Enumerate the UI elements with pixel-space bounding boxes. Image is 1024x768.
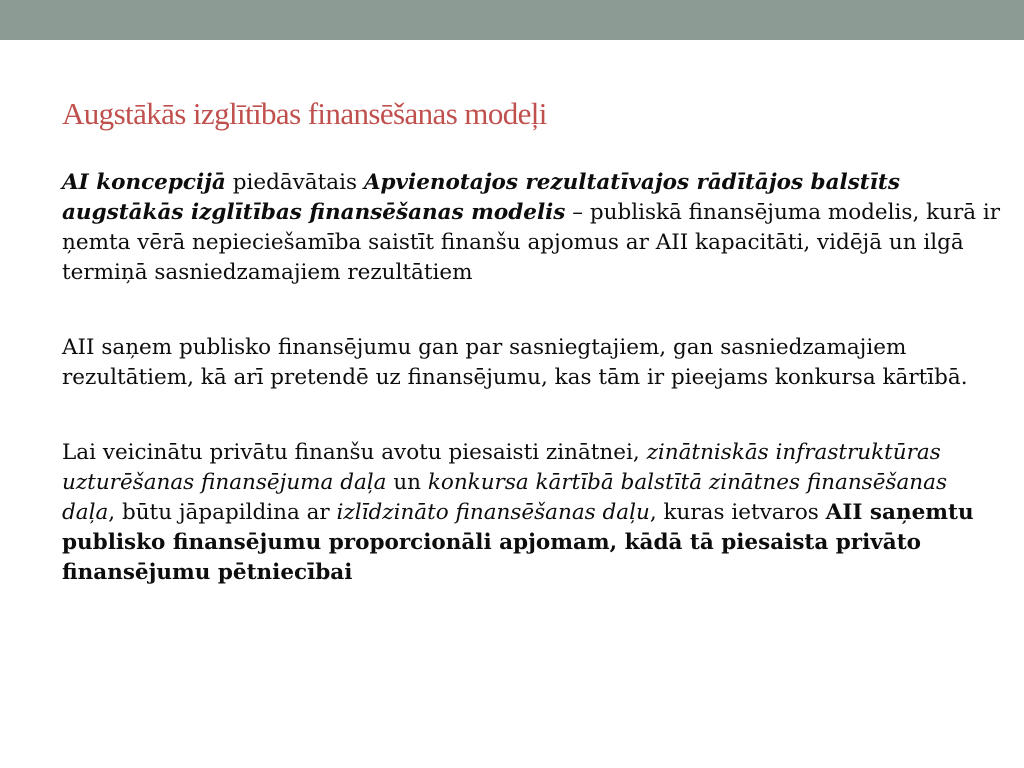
slide-body <box>62 168 1004 588</box>
paragraph-3-part-7: , kuras ietvaros <box>649 500 826 525</box>
paragraph-public-funding <box>62 333 1004 393</box>
paragraph-2-text: AII saņem publisko finansējumu gan par sasniegtajiem, gan sasniedzamajiem rezultātiem, kā arī pretendē uz finansējumu, kas tām ir pieejams konkursa kārtībā. <box>62 335 968 390</box>
paragraph-ai-concept <box>62 168 1004 288</box>
paragraph-private-funding <box>62 438 1004 588</box>
paragraph-3-part-4: konkursa kārtībā balstītā zinātnes finansēšanas daļa <box>62 470 947 525</box>
slide-header-band <box>0 0 1024 40</box>
paragraph-3-part-2: zinātniskās infrastruktūras uzturēšanas finansējuma daļa <box>62 440 941 495</box>
slide-title: Augstākās izglītības finansēšanas modeļi <box>62 96 547 131</box>
paragraph-1-part-2: piedāvātais <box>225 170 364 195</box>
paragraph-3-part-1: Lai veicinātu privātu finanšu avotu piesaisti zinātnei, <box>62 440 647 465</box>
paragraph-1-part-4: – publiskā finansējuma modelis, kurā ir ņemta vērā nepieciešamība saistīt finanšu apjomus ar AII kapacitāti, vidējā un ilgā termiņā sasniedzamajiem rezultātiem <box>62 200 1001 285</box>
paragraph-3-part-5: , būtu jāpapildina ar <box>108 500 337 525</box>
paragraph-3-part-3: un <box>386 470 428 495</box>
paragraph-3-part-8: AII saņemtu publisko finansējumu proporcionāli apjomam, kādā tā piesaista privāto finansējumu pētniecībai <box>62 500 974 585</box>
paragraph-3-part-6: izlīdzināto finansēšanas daļu <box>336 500 650 525</box>
paragraph-1-part-3: Apvienotajos rezultatīvajos rādītājos balstīts augstākās izglītības finansēšanas modelis <box>62 170 900 225</box>
paragraph-1-part-1: AI koncepcijā <box>62 170 226 195</box>
